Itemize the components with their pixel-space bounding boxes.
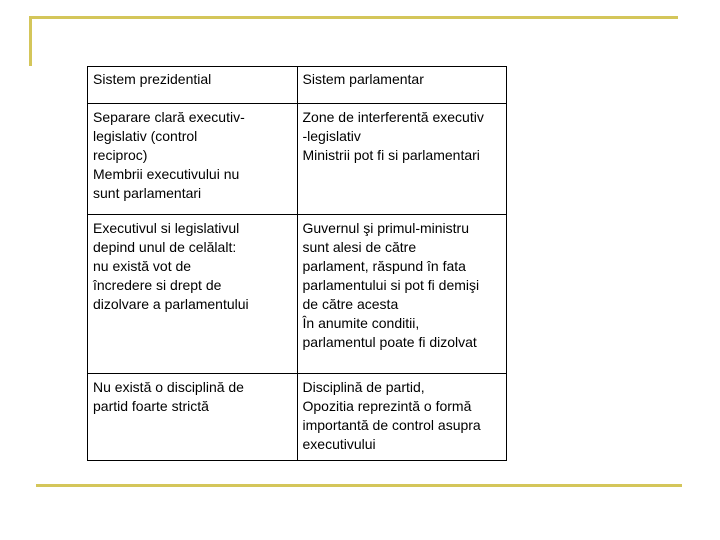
table-row bbox=[88, 215, 507, 374]
accent-line-bottom bbox=[36, 484, 682, 487]
cell-text: Nu există o disciplină de partid foarte strictă bbox=[93, 379, 244, 414]
table-cell bbox=[297, 374, 507, 461]
accent-line-top bbox=[29, 16, 678, 19]
cell-text: Guvernul şi primul-ministru sunt alesi de către parlament, răspund în fata parlamentului si pot fi demişi de către acesta În anumite conditii, parlamentul poate fi dizolvat bbox=[302, 220, 480, 350]
cell-text: Separare clară executiv- legislativ (control reciproc) Membrii executivului nu sunt parlamentari bbox=[93, 109, 245, 201]
cell-text: Executivul si legislativul depind unul de celălalt: nu există vot de încredere si drept de dizolvare a parlamentului bbox=[93, 220, 249, 312]
table-row bbox=[88, 104, 507, 215]
header-parliamentary-label: Sistem parlamentar bbox=[302, 71, 424, 87]
table-cell bbox=[88, 104, 298, 215]
table-cell bbox=[88, 215, 298, 374]
table-cell bbox=[297, 104, 507, 215]
cell-text: Disciplină de partid, Opozitia reprezintă o formă importantă de control asupra executivului bbox=[302, 379, 481, 452]
header-cell-parliamentary bbox=[297, 67, 507, 104]
comparison-table bbox=[87, 66, 507, 461]
table-header-row bbox=[88, 67, 507, 104]
header-presidential-label: Sistem prezidential bbox=[93, 71, 212, 87]
table-cell bbox=[297, 215, 507, 374]
header-cell-presidential bbox=[88, 67, 298, 104]
accent-line-left bbox=[29, 16, 32, 66]
table-cell bbox=[88, 374, 298, 461]
cell-text: Zone de interferentă executiv -legislativ Ministrii pot fi si parlamentari bbox=[302, 109, 484, 163]
table-row bbox=[88, 374, 507, 461]
